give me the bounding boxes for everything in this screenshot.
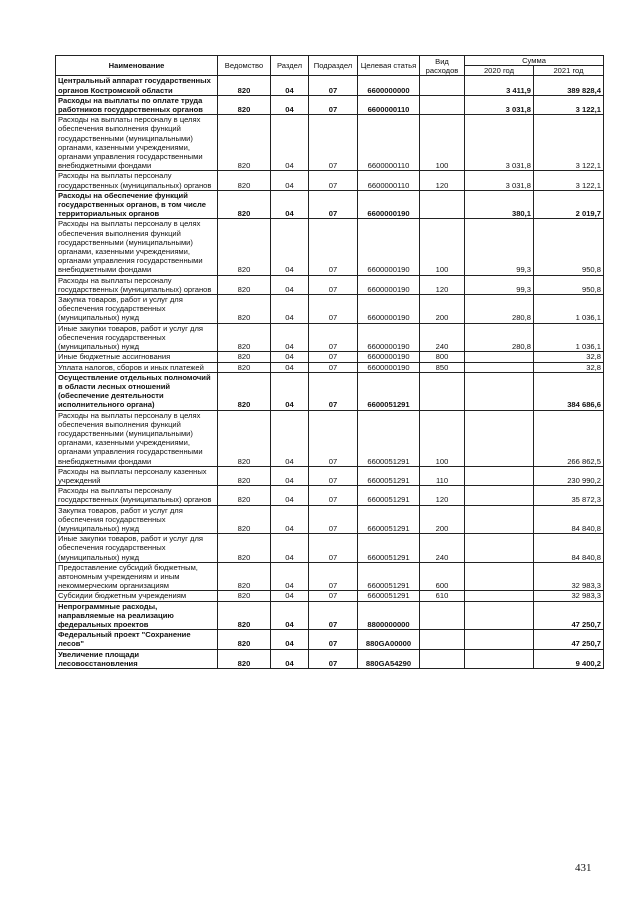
- row-sum-2021: 35 872,3: [534, 486, 604, 505]
- table-row: [56, 505, 604, 534]
- table-row: [56, 630, 604, 649]
- row-section: 04: [271, 115, 309, 171]
- row-dept: 820: [218, 505, 271, 534]
- row-target: 6600051291: [358, 591, 420, 601]
- row-section: 04: [271, 190, 309, 219]
- row-sum-2021: 1 036,1: [534, 323, 604, 352]
- header-target: Целевая статья: [358, 56, 420, 76]
- row-target: 880GA00000: [358, 630, 420, 649]
- header-2020: 2020 год: [465, 66, 534, 76]
- row-exp-type: 600: [420, 562, 465, 591]
- row-dept: 820: [218, 591, 271, 601]
- row-exp-type: [420, 630, 465, 649]
- row-exp-type: 240: [420, 534, 465, 563]
- table-row: [56, 115, 604, 171]
- row-dept: 820: [218, 76, 271, 95]
- row-exp-type: 100: [420, 219, 465, 275]
- page-number: 431: [575, 862, 592, 874]
- row-name: Осуществление отдельных полномочий в области лесных отношений (обеспечение деятельности исполнительного органа): [56, 372, 218, 410]
- header-dept: Ведомство: [218, 56, 271, 76]
- row-subsection: 07: [309, 171, 358, 190]
- row-dept: 820: [218, 323, 271, 352]
- row-sum-2021: 9 400,2: [534, 649, 604, 668]
- row-section: 04: [271, 323, 309, 352]
- row-section: 04: [271, 649, 309, 668]
- row-sum-2021: 32 983,3: [534, 562, 604, 591]
- row-target: 6600051291: [358, 410, 420, 466]
- row-sum-2021: 32,8: [534, 352, 604, 362]
- row-target: 6600000110: [358, 115, 420, 171]
- row-sum-2021: 3 122,1: [534, 171, 604, 190]
- row-sum-2021: 47 250,7: [534, 630, 604, 649]
- row-dept: 820: [218, 362, 271, 372]
- row-name: Расходы на выплаты по оплате труда работников государственных органов: [56, 95, 218, 114]
- row-section: 04: [271, 486, 309, 505]
- row-section: 04: [271, 630, 309, 649]
- row-section: 04: [271, 601, 309, 630]
- row-name: Иные бюджетные ассигнования: [56, 352, 218, 362]
- row-exp-type: 120: [420, 275, 465, 294]
- row-subsection: 07: [309, 76, 358, 95]
- row-sum-2021: 230 990,2: [534, 466, 604, 485]
- row-sum-2020: [465, 649, 534, 668]
- row-name: Иные закупки товаров, работ и услуг для обеспечения государственных (муниципальных) нужд: [56, 534, 218, 563]
- row-subsection: 07: [309, 352, 358, 362]
- row-name: Расходы на выплаты персоналу казенных учреждений: [56, 466, 218, 485]
- row-exp-type: 100: [420, 115, 465, 171]
- row-dept: 820: [218, 601, 271, 630]
- row-subsection: 07: [309, 410, 358, 466]
- row-exp-type: [420, 76, 465, 95]
- row-name: Расходы на выплаты персоналу государственных (муниципальных) органов: [56, 275, 218, 294]
- row-section: 04: [271, 534, 309, 563]
- row-dept: 820: [218, 486, 271, 505]
- row-name: Федеральный проект "Сохранение лесов": [56, 630, 218, 649]
- row-exp-type: 120: [420, 171, 465, 190]
- row-sum-2020: 280,8: [465, 323, 534, 352]
- row-subsection: 07: [309, 649, 358, 668]
- row-sum-2020: 380,1: [465, 190, 534, 219]
- row-target: 6600051291: [358, 466, 420, 485]
- row-section: 04: [271, 591, 309, 601]
- row-exp-type: 610: [420, 591, 465, 601]
- row-exp-type: [420, 372, 465, 410]
- row-target: 6600051291: [358, 505, 420, 534]
- row-section: 04: [271, 352, 309, 362]
- row-name: Расходы на выплаты персоналу в целях обеспечения выполнения функций государственными (муниципальными) органами, казенными учреждениями, органами управления государственными внебюджетными фондами: [56, 219, 218, 275]
- table-row: [56, 486, 604, 505]
- row-dept: 820: [218, 534, 271, 563]
- row-sum-2021: 950,8: [534, 219, 604, 275]
- row-sum-2020: [465, 466, 534, 485]
- row-target: 6600051291: [358, 562, 420, 591]
- row-sum-2021: 84 840,8: [534, 534, 604, 563]
- row-subsection: 07: [309, 295, 358, 324]
- row-dept: 820: [218, 562, 271, 591]
- row-subsection: 07: [309, 219, 358, 275]
- row-name: Субсидии бюджетным учреждениям: [56, 591, 218, 601]
- row-subsection: 07: [309, 115, 358, 171]
- row-name: Расходы на выплаты персоналу государственных (муниципальных) органов: [56, 171, 218, 190]
- row-subsection: 07: [309, 466, 358, 485]
- row-exp-type: 110: [420, 466, 465, 485]
- table-row: [56, 323, 604, 352]
- row-subsection: 07: [309, 275, 358, 294]
- row-target: 6600000190: [358, 362, 420, 372]
- table-body: [56, 76, 604, 669]
- row-exp-type: 240: [420, 323, 465, 352]
- row-exp-type: [420, 190, 465, 219]
- row-exp-type: [420, 95, 465, 114]
- table-row: [56, 76, 604, 95]
- row-sum-2020: [465, 372, 534, 410]
- table-row: [56, 591, 604, 601]
- row-name: Уплата налогов, сборов и иных платежей: [56, 362, 218, 372]
- row-sum-2020: [465, 362, 534, 372]
- row-section: 04: [271, 562, 309, 591]
- row-target: 6600000190: [358, 219, 420, 275]
- table-row: [56, 601, 604, 630]
- header-section: Раздел: [271, 56, 309, 76]
- row-target: 6600000190: [358, 190, 420, 219]
- row-subsection: 07: [309, 562, 358, 591]
- row-dept: 820: [218, 171, 271, 190]
- header-sum: Сумма: [465, 56, 604, 66]
- row-section: 04: [271, 372, 309, 410]
- header-2021: 2021 год: [534, 66, 604, 76]
- row-sum-2021: 2 019,7: [534, 190, 604, 219]
- row-dept: 820: [218, 649, 271, 668]
- row-target: 6600051291: [358, 534, 420, 563]
- row-exp-type: [420, 601, 465, 630]
- row-sum-2020: [465, 410, 534, 466]
- row-section: 04: [271, 362, 309, 372]
- row-section: 04: [271, 76, 309, 95]
- row-dept: 820: [218, 219, 271, 275]
- row-name: Расходы на выплаты персоналу в целях обеспечения выполнения функций государственными (муниципальными) органами, казенными учреждениями, органами управления государственными внебюджетными фондами: [56, 115, 218, 171]
- row-dept: 820: [218, 352, 271, 362]
- row-exp-type: 850: [420, 362, 465, 372]
- row-exp-type: 200: [420, 295, 465, 324]
- row-subsection: 07: [309, 601, 358, 630]
- row-sum-2020: [465, 601, 534, 630]
- row-sum-2021: 47 250,7: [534, 601, 604, 630]
- row-sum-2021: 32,8: [534, 362, 604, 372]
- table-row: [56, 352, 604, 362]
- header-subsection: Подраздел: [309, 56, 358, 76]
- row-target: 6600000190: [358, 275, 420, 294]
- row-dept: 820: [218, 95, 271, 114]
- table-row: [56, 562, 604, 591]
- row-sum-2020: [465, 486, 534, 505]
- row-subsection: 07: [309, 486, 358, 505]
- table-row: [56, 190, 604, 219]
- row-target: 6600000190: [358, 295, 420, 324]
- row-target: 6600000190: [358, 323, 420, 352]
- row-target: 6600051291: [358, 486, 420, 505]
- row-subsection: 07: [309, 534, 358, 563]
- row-dept: 820: [218, 466, 271, 485]
- table-row: [56, 466, 604, 485]
- row-name: Расходы на обеспечение функций государственных органов, в том числе территориальных органов: [56, 190, 218, 219]
- row-section: 04: [271, 219, 309, 275]
- row-name: Предоставление субсидий бюджетным, автономным учреждениям и иным некоммерческим организациям: [56, 562, 218, 591]
- row-sum-2020: 3 031,8: [465, 171, 534, 190]
- row-section: 04: [271, 275, 309, 294]
- row-dept: 820: [218, 190, 271, 219]
- row-sum-2020: 3 411,9: [465, 76, 534, 95]
- row-target: 8800000000: [358, 601, 420, 630]
- table-row: [56, 649, 604, 668]
- row-dept: 820: [218, 115, 271, 171]
- table-row: [56, 362, 604, 372]
- row-sum-2020: [465, 505, 534, 534]
- row-name: Закупка товаров, работ и услуг для обеспечения государственных (муниципальных) нужд: [56, 295, 218, 324]
- row-dept: 820: [218, 630, 271, 649]
- row-section: 04: [271, 295, 309, 324]
- table-row: [56, 219, 604, 275]
- row-section: 04: [271, 95, 309, 114]
- row-section: 04: [271, 505, 309, 534]
- row-sum-2020: [465, 534, 534, 563]
- table-row: [56, 171, 604, 190]
- row-dept: 820: [218, 410, 271, 466]
- table-row: [56, 372, 604, 410]
- row-exp-type: 100: [420, 410, 465, 466]
- budget-table-sheet: [55, 55, 603, 669]
- row-sum-2021: 3 122,1: [534, 95, 604, 114]
- row-dept: 820: [218, 275, 271, 294]
- row-sum-2020: [465, 630, 534, 649]
- row-target: 880GA54290: [358, 649, 420, 668]
- row-exp-type: 800: [420, 352, 465, 362]
- row-subsection: 07: [309, 591, 358, 601]
- row-section: 04: [271, 466, 309, 485]
- row-subsection: 07: [309, 323, 358, 352]
- row-target: 6600000000: [358, 76, 420, 95]
- row-dept: 820: [218, 372, 271, 410]
- row-subsection: 07: [309, 505, 358, 534]
- row-target: 6600000110: [358, 171, 420, 190]
- row-name: Закупка товаров, работ и услуг для обеспечения государственных (муниципальных) нужд: [56, 505, 218, 534]
- row-target: 6600000190: [358, 352, 420, 362]
- table-row: [56, 295, 604, 324]
- table-row: [56, 534, 604, 563]
- row-name: Центральный аппарат государственных органов Костромской области: [56, 76, 218, 95]
- row-sum-2021: 266 862,5: [534, 410, 604, 466]
- row-target: 6600000110: [358, 95, 420, 114]
- row-sum-2021: 32 983,3: [534, 591, 604, 601]
- row-sum-2020: 99,3: [465, 275, 534, 294]
- row-name: Расходы на выплаты персоналу государственных (муниципальных) органов: [56, 486, 218, 505]
- row-sum-2020: [465, 591, 534, 601]
- row-subsection: 07: [309, 372, 358, 410]
- row-name: Непрограммные расходы, направляемые на реализацию федеральных проектов: [56, 601, 218, 630]
- row-name: Иные закупки товаров, работ и услуг для обеспечения государственных (муниципальных) нужд: [56, 323, 218, 352]
- row-sum-2020: 3 031,8: [465, 115, 534, 171]
- row-name: Расходы на выплаты персоналу в целях обеспечения выполнения функций государственными (муниципальными) органами, казенными учреждениями, органами управления государственными внебюджетными фондами: [56, 410, 218, 466]
- row-sum-2020: 280,8: [465, 295, 534, 324]
- row-section: 04: [271, 410, 309, 466]
- row-sum-2021: 1 036,1: [534, 295, 604, 324]
- row-sum-2021: 3 122,1: [534, 115, 604, 171]
- table-row: [56, 95, 604, 114]
- row-sum-2020: [465, 562, 534, 591]
- row-sum-2020: [465, 352, 534, 362]
- row-subsection: 07: [309, 362, 358, 372]
- row-exp-type: 120: [420, 486, 465, 505]
- row-subsection: 07: [309, 190, 358, 219]
- row-sum-2021: 950,8: [534, 275, 604, 294]
- row-section: 04: [271, 171, 309, 190]
- row-target: 6600051291: [358, 372, 420, 410]
- table-row: [56, 275, 604, 294]
- row-sum-2021: 389 828,4: [534, 76, 604, 95]
- table-row: [56, 410, 604, 466]
- row-dept: 820: [218, 295, 271, 324]
- row-sum-2020: 99,3: [465, 219, 534, 275]
- row-subsection: 07: [309, 630, 358, 649]
- header-exp-type: Вид расходов: [420, 56, 465, 76]
- header-name: Наименование: [56, 56, 218, 76]
- row-sum-2020: 3 031,8: [465, 95, 534, 114]
- budget-table: [55, 55, 604, 669]
- row-exp-type: [420, 649, 465, 668]
- row-subsection: 07: [309, 95, 358, 114]
- row-sum-2021: 384 686,6: [534, 372, 604, 410]
- row-sum-2021: 84 840,8: [534, 505, 604, 534]
- row-name: Увеличение площади лесовосстановления: [56, 649, 218, 668]
- row-exp-type: 200: [420, 505, 465, 534]
